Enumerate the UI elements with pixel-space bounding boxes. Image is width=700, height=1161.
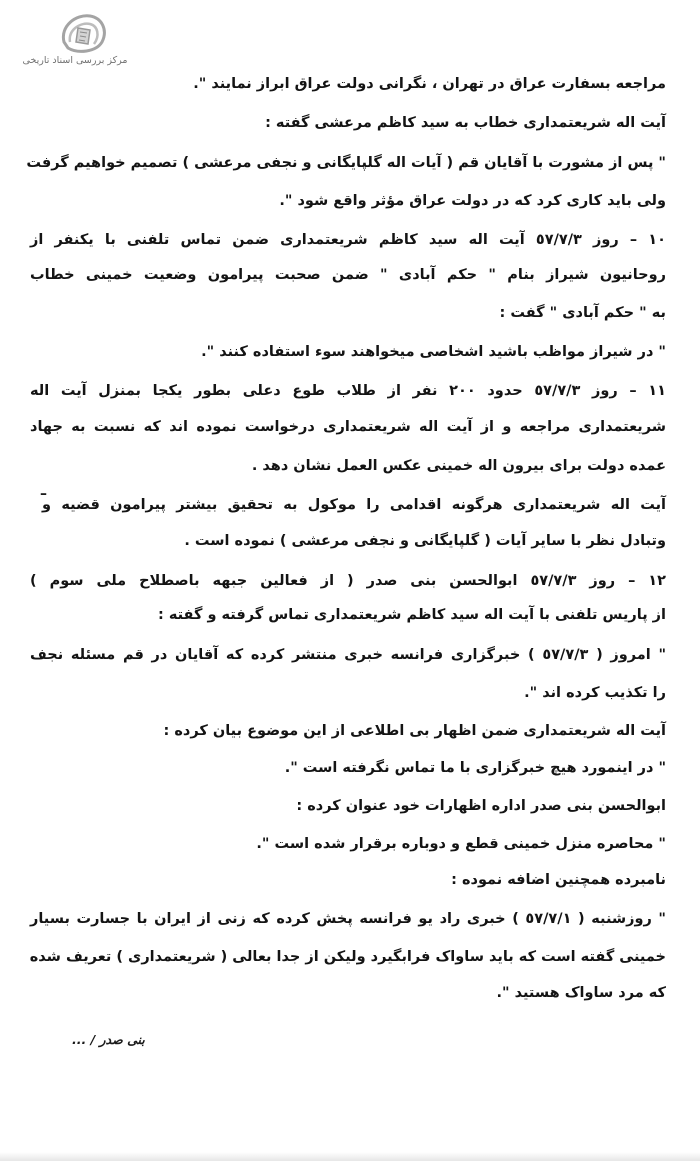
document-line-7: به " حکم آبادی " گفت : [499,305,666,321]
document-line-8: " در شیراز مواظب باشید اشخاصی میخواهند سوء استفاده کنند ". [201,344,666,360]
document-line-22: نامبرده همچنین اضافه نموده : [451,872,666,888]
document-line-25: که مرد ساواک هستید ". [496,985,666,1001]
document-line-21: " محاصره منزل خمینی قطع و دوباره برقرار شده است ". [256,836,666,852]
document-line-23: " روزشنبه ( ٥٧/٧/١ ) خبری راد یو فرانسه پخش کرده که زنی از ایران با جسارت بسیار [30,911,666,927]
document-line-24: خمینی گفته است که باید ساواک فرابگیرد ولیکن از جدا بعالی ( شریعتمداری ) تعریف شده [29,949,666,965]
document-line-20: ابوالحسن بنی صدر اداره اظهارات خود عنوان کرده : [296,798,666,814]
document-line-14: ١٢ – روز ٥٧/٧/٣ ابوالحسن بنی صدر ( از فعالین جبهه باصطلاح ملی سوم ) [30,573,666,589]
document-line-2: آیت اله شریعتمداری خطاب به سید کاظم مرعشی گفته : [265,115,666,131]
archive-logo [14,12,134,70]
document-line-15: از پاریس تلفنی با آیت اله سید کاظم شریعتمداری تماس گرفته و گفته : [157,607,666,623]
document-line-9: ١١ – روز ٥٧/٧/٣ حدود ٢٠٠ نفر از طلاب طوع دعلی بطور یکجا بمنزل آیت اله [30,383,666,399]
archive-logo-text: مرکز بررسی اسناد تاریخی [22,55,128,66]
continuation-note: بنی صدر / ... [72,1032,145,1047]
document-line-10: شریعتمداری مراجعه و از آیت اله شریعتمداری درخواست نموده اند که نسبت به جهاد [30,419,666,435]
margin-dash: – [40,486,47,502]
document-line-1: مراجعه بسفارت عراق در تهران ، نگرانی دولت عراق ابراز نمایند ". [193,76,666,92]
document-line-17: را تکذیب کرده اند ". [524,685,666,701]
document-line-4: ولی باید کاری کرد که در دولت عراق مؤثر واقع شود ". [279,193,666,209]
document-line-5: ١٠ – روز ٥٧/٧/٣ آیت اله سید کاظم شریعتمداری ضمن تماس تلفنی با یکنفر از [30,232,666,248]
document-line-12: آیت اله شریعتمداری هرگونه اقدامی را موکول به تحقیق بیشتر پیرامون قضیه و [42,497,666,513]
document-line-3: " پس از مشورت با آقایان قم ( آیات اله گلپایگانی و نجفی مرعشی ) تصمیم خواهیم گرفت [26,155,666,171]
archive-logo-icon [56,12,108,56]
document-line-11: عمده دولت برای بیرون اله خمینی عکس العمل نشان دهد . [251,458,666,474]
document-line-18: آیت اله شریعتمداری ضمن اظهار بی اطلاعی از این موضوع بیان کرده : [163,723,666,739]
document-line-6: روحانیون شیراز بنام " حکم آبادی " ضمن صحبت پیرامون وضعیت خمینی خطاب [30,267,666,283]
scan-bottom-edge [0,1152,700,1161]
document-line-19: " در اینمورد هیچ خبرگزاری با ما تماس نگرفته است ". [284,760,666,776]
document-line-13: وتبادل نظر با سایر آیات ( گلپایگانی و نجفی مرعشی ) نموده است . [184,533,666,549]
document-line-16: " امروز ( ٥٧/٧/٣ ) خبرگزاری فرانسه خبری منتشر کرده که آقایان در قم مسئله نجف [30,647,666,663]
